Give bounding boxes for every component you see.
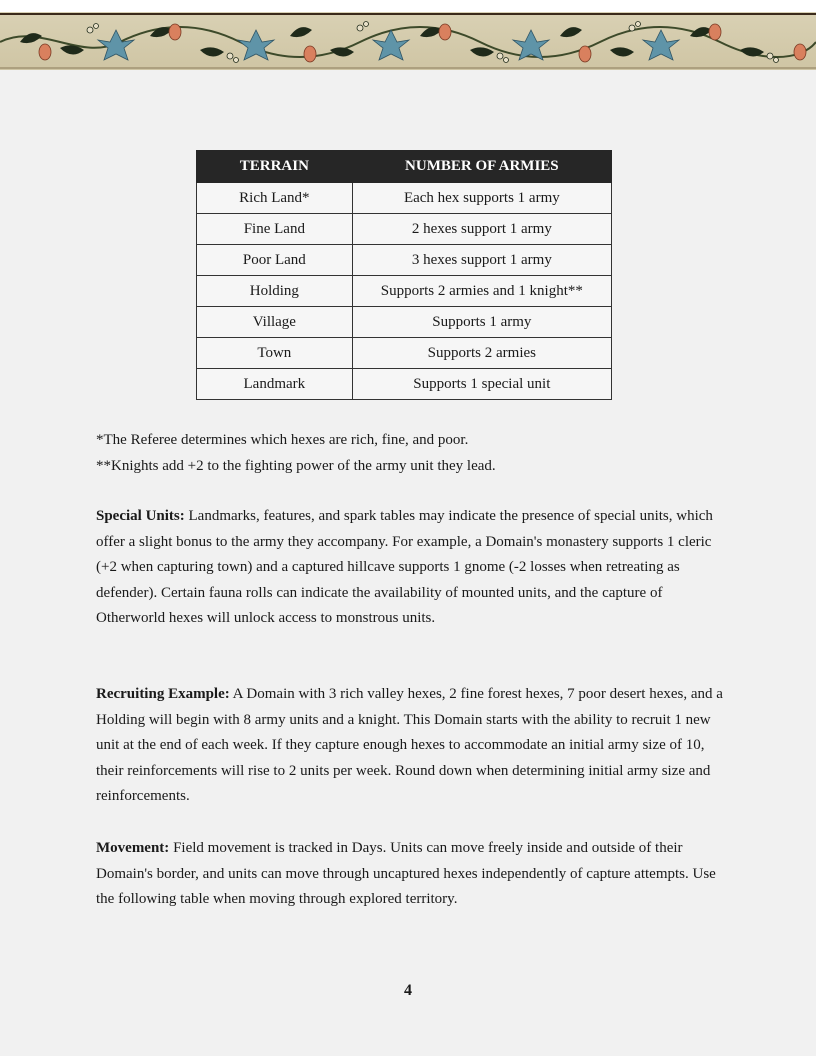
armies-cell: Supports 2 armies (352, 338, 611, 369)
table-row (197, 214, 612, 245)
armies-cell: Supports 2 armies and 1 knight** (352, 276, 611, 307)
terrain-cell: Town (197, 338, 353, 369)
terrain-cell: Fine Land (197, 214, 353, 245)
movement-heading: Movement: (96, 840, 170, 856)
footnote-rich-fine-poor: *The Referee determines which hexes are rich, fine, and poor. (96, 432, 469, 448)
column-header-terrain: TERRAIN (197, 151, 353, 183)
terrain-cell: Poor Land (197, 245, 353, 276)
table-row (197, 276, 612, 307)
table-row (197, 183, 612, 214)
footnote-knights: **Knights add +2 to the fighting power of the army unit they lead. (96, 457, 496, 474)
special-units-paragraph (96, 504, 726, 632)
recruiting-example-heading: Recruiting Example: (96, 686, 230, 702)
armies-cell: Supports 1 army (352, 307, 611, 338)
armies-cell: 3 hexes support 1 army (352, 245, 611, 276)
special-units-text: Landmarks, features, and spark tables may indicate the presence of special units, which offer a slight bonus to the army they accompany. For example, a Domain's monastery supports 1 cleric (+2 when capturing town) and a captured hillcave supports 1 gnome (-2 losses when retreating as defender). Certain fauna rolls can indicate the availability of mounted units, and the capture of Otherworld hexes will unlock access to monstrous units. (96, 508, 713, 627)
table-footnotes (96, 428, 736, 479)
armies-cell: 2 hexes support 1 army (352, 214, 611, 245)
terrain-cell: Landmark (197, 369, 353, 400)
decorative-banner (0, 0, 816, 70)
page-number: 4 (404, 982, 412, 999)
terrain-cell: Rich Land* (197, 183, 353, 214)
column-header-number-of-armies: NUMBER OF ARMIES (352, 151, 611, 183)
special-units-heading: Special Units: (96, 508, 185, 524)
table-row (197, 369, 612, 400)
table-row (197, 245, 612, 276)
recruiting-example-text: A Domain with 3 rich valley hexes, 2 fine forest hexes, 7 poor desert hexes, and a Holding will begin with 8 army units and a knight. This Domain starts with the ability to recruit 1 new unit at the end of each week. If they capture enough hexes to accommodate an initial army size of 10, their reinforcements will rise to 2 units per week. Round down when determining initial army size and reinforcements. (96, 686, 723, 805)
movement-text: Field movement is tracked in Days. Units can move freely inside and outside of their Domain's border, and units can move through uncaptured hexes independently of capture attempts. Use the following table when moving through explored territory. (96, 840, 716, 908)
table-header-row (197, 151, 612, 183)
terrain-cell: Village (197, 307, 353, 338)
terrain-armies-table (196, 150, 612, 400)
recruiting-example-paragraph (96, 682, 726, 810)
floral-vine-border-icon (0, 12, 816, 70)
table-row (197, 307, 612, 338)
armies-cell: Each hex supports 1 army (352, 183, 611, 214)
table-row (197, 338, 612, 369)
movement-paragraph (96, 836, 726, 913)
terrain-cell: Holding (197, 276, 353, 307)
armies-cell: Supports 1 special unit (352, 369, 611, 400)
